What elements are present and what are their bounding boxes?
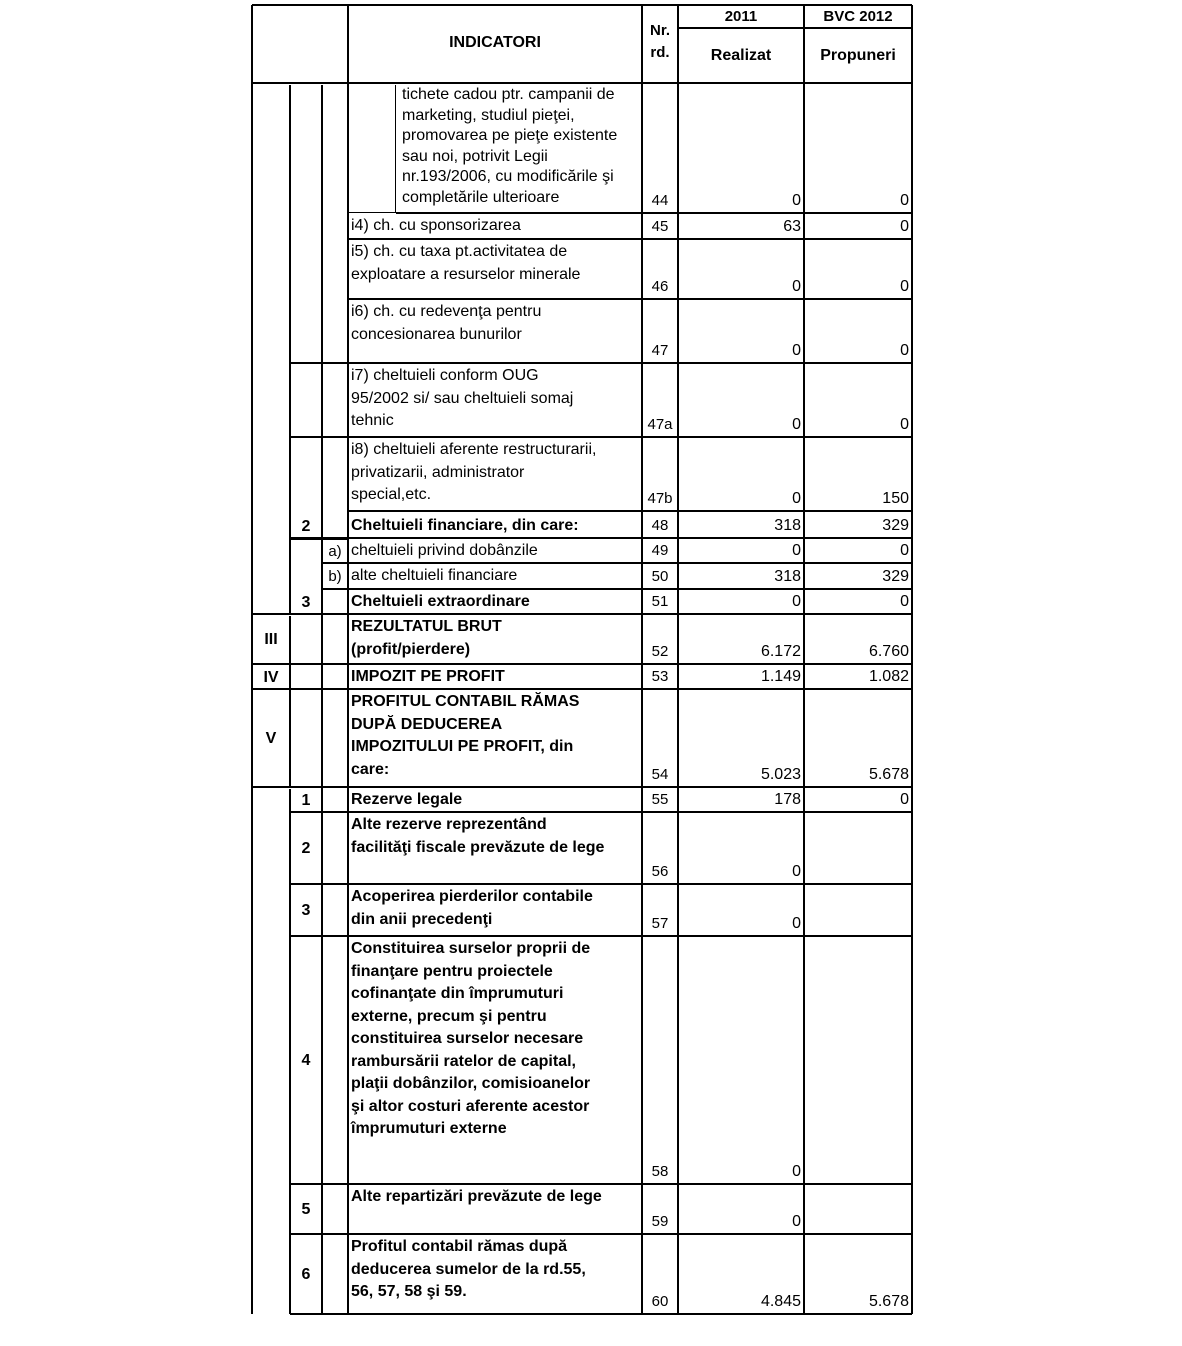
row-label-line: sau noi, potrivit Legii bbox=[402, 147, 548, 165]
row-label-line: (profit/pierdere) bbox=[351, 640, 471, 658]
section-number: 5 bbox=[301, 1201, 311, 1218]
row-number: 55 bbox=[651, 791, 669, 808]
row-label-line: REZULTATUL BRUT bbox=[351, 618, 502, 635]
propuneri-value: 329 bbox=[882, 568, 909, 585]
realizat-value: 0 bbox=[792, 542, 801, 559]
row-label-line: Alte repartizări prevăzute de lege bbox=[351, 1188, 602, 1205]
row-number: 51 bbox=[651, 593, 669, 610]
row-number: 49 bbox=[651, 542, 669, 559]
header-bottom-border bbox=[252, 82, 912, 84]
section-number: 4 bbox=[301, 1052, 311, 1069]
row-label-line: DUPĂ DEDUCEREA bbox=[351, 715, 503, 733]
subsection-letter: b) bbox=[328, 568, 342, 585]
row-label bbox=[348, 241, 642, 286]
row-label bbox=[348, 886, 642, 931]
section-number: 6 bbox=[301, 1266, 311, 1283]
propuneri-value: 0 bbox=[900, 593, 909, 610]
row-label-line: Profitul contabil rămas după bbox=[351, 1238, 568, 1255]
indicatori-header: INDICATORI bbox=[449, 34, 541, 51]
propuneri-value: 5.678 bbox=[868, 766, 909, 783]
propuneri-value: 6.760 bbox=[868, 643, 909, 660]
row-border bbox=[290, 362, 348, 364]
subsection-letter: a) bbox=[328, 543, 342, 560]
row-label-line: i7) cheltuieli conform OUG bbox=[351, 367, 539, 384]
nr-rd-header-line: Nr. bbox=[649, 22, 670, 39]
row-number: 47a bbox=[647, 416, 673, 433]
propuneri-value: 0 bbox=[900, 192, 909, 209]
row-label bbox=[348, 814, 642, 859]
propuneri-value: 0 bbox=[900, 416, 909, 433]
row-number: 48 bbox=[651, 517, 669, 534]
nr-rd-header-line: rd. bbox=[650, 44, 670, 61]
row-number: 46 bbox=[651, 278, 669, 295]
row-label bbox=[348, 515, 642, 538]
row-label bbox=[348, 666, 642, 689]
row-label-line: nr.193/2006, cu modificările şi bbox=[402, 168, 614, 185]
realizat-value: 318 bbox=[774, 568, 801, 585]
row-label-line: facilităţi fiscale prevăzute de lege bbox=[351, 838, 605, 856]
row-label-line: cofinanţate din împrumuturi bbox=[351, 985, 564, 1002]
propuneri-value: 329 bbox=[882, 517, 909, 534]
row-label-line: i5) ch. cu taxa pt.activitatea de bbox=[351, 243, 568, 260]
realizat-value: 1.149 bbox=[760, 668, 801, 685]
realizat-header: Realizat bbox=[710, 47, 772, 64]
row-number: 54 bbox=[651, 766, 669, 783]
realizat-value: 0 bbox=[792, 490, 801, 507]
row-label bbox=[348, 540, 642, 563]
realizat-value: 0 bbox=[792, 1213, 801, 1230]
row-label-line: plaţii dobânzilor, comisioanelor bbox=[351, 1075, 591, 1092]
realizat-value: 5.023 bbox=[760, 766, 801, 783]
row-label-line: Acoperirea pierderilor contabile bbox=[351, 888, 593, 905]
row-label-line: completările ulterioare bbox=[402, 188, 560, 206]
realizat-value: 0 bbox=[792, 915, 801, 932]
row-label-line: Cheltuieli financiare, din care: bbox=[351, 517, 579, 534]
row-label-line: din anii precedenţi bbox=[351, 910, 493, 928]
realizat-value: 0 bbox=[792, 278, 801, 295]
section-number: 1 bbox=[301, 792, 311, 809]
row-label bbox=[348, 365, 642, 433]
propuneri-header: Propuneri bbox=[820, 47, 896, 64]
realizat-value: 63 bbox=[783, 218, 801, 235]
realizat-value: 178 bbox=[774, 791, 801, 808]
row-label-line: Rezerve legale bbox=[351, 791, 463, 808]
section-number: 3 bbox=[301, 594, 311, 611]
propuneri-value: 5.678 bbox=[868, 1293, 909, 1310]
roman-numeral: III bbox=[264, 631, 278, 648]
row-label-line: tichete cadou ptr. campanii de bbox=[402, 86, 615, 103]
roman-numeral: IV bbox=[263, 669, 279, 686]
realizat-value: 0 bbox=[792, 593, 801, 610]
row-border bbox=[348, 212, 396, 213]
row-number: 59 bbox=[651, 1213, 669, 1230]
row-label-line: externe, precum şi pentru bbox=[351, 1007, 547, 1025]
row-label-line: i6) ch. cu redevenţa pentru bbox=[351, 303, 542, 320]
realizat-value: 0 bbox=[792, 863, 801, 880]
row-border bbox=[290, 1233, 912, 1235]
row-number: 44 bbox=[651, 192, 669, 209]
section-number: 2 bbox=[301, 518, 311, 535]
row-number: 56 bbox=[651, 863, 669, 880]
row-label bbox=[348, 938, 642, 1141]
row-label-line: concesionarea bunurilor bbox=[351, 325, 522, 343]
row-label-line: Alte rezerve reprezentând bbox=[351, 816, 547, 833]
row-label-line: i8) cheltuieli aferente restructurarii, bbox=[351, 441, 597, 458]
roman-numeral: V bbox=[265, 730, 277, 747]
row-label bbox=[348, 1236, 642, 1304]
propuneri-value: 0 bbox=[900, 791, 909, 808]
row-label-line: tehnic bbox=[351, 412, 394, 429]
row-label-line: i4) ch. cu sponsorizarea bbox=[351, 217, 521, 234]
row-label bbox=[396, 85, 642, 208]
row-border bbox=[322, 538, 348, 540]
table-left-border bbox=[251, 5, 253, 1314]
row-label-line: constituirea surselor necesare bbox=[351, 1030, 584, 1047]
year-2012-header: BVC 2012 bbox=[823, 8, 893, 25]
section-number: 3 bbox=[301, 902, 311, 919]
row-label bbox=[348, 616, 642, 661]
row-number: 50 bbox=[651, 568, 669, 585]
row-label-line: 95/2002 si/ sau cheltuieli somaj bbox=[351, 389, 574, 407]
row-border bbox=[290, 883, 912, 885]
propuneri-value: 1.082 bbox=[868, 668, 909, 685]
row-label bbox=[348, 215, 642, 238]
propuneri-value: 0 bbox=[900, 342, 909, 359]
row-label-line: împrumuturi externe bbox=[351, 1120, 507, 1137]
realizat-value: 4.845 bbox=[760, 1293, 801, 1310]
row-label-line: PROFITUL CONTABIL RĂMAS bbox=[351, 693, 580, 710]
row-number: 60 bbox=[651, 1293, 669, 1310]
row-label bbox=[348, 565, 642, 588]
propuneri-value: 150 bbox=[882, 490, 909, 507]
row-label-line: finanţare pentru proiectele bbox=[351, 962, 553, 980]
row-label-line: cheltuieli privind dobânzile bbox=[351, 542, 538, 559]
row-number: 52 bbox=[651, 643, 669, 660]
row-label-line: alte cheltuieli financiare bbox=[351, 567, 518, 584]
realizat-value: 0 bbox=[792, 1163, 801, 1180]
row-number: 58 bbox=[651, 1163, 669, 1180]
row-label-line: rambursării ratelor de capital, bbox=[351, 1052, 576, 1070]
section-number: 2 bbox=[301, 840, 311, 857]
sub-col-line bbox=[321, 85, 323, 1314]
propuneri-value: 0 bbox=[900, 278, 909, 295]
year-2011-header: 2011 bbox=[724, 8, 758, 25]
row-label bbox=[348, 301, 642, 346]
realizat-value: 0 bbox=[792, 192, 801, 209]
realizat-value: 0 bbox=[792, 342, 801, 359]
row-label-line: privatizarii, administrator bbox=[351, 463, 525, 481]
row-label-line: 56, 57, 58 şi 59. bbox=[351, 1283, 467, 1300]
row-label-line: deducerea sumelor de la rd.55, bbox=[351, 1260, 586, 1278]
propuneri-value: 0 bbox=[900, 218, 909, 235]
row-label-line: exploatare a resurselor minerale bbox=[351, 265, 581, 283]
row-label-line: special,etc. bbox=[351, 486, 432, 503]
row-label-line: şi altor costuri aferente acestor bbox=[351, 1097, 590, 1115]
nr-rd-header bbox=[642, 20, 678, 64]
row-border bbox=[290, 1183, 912, 1185]
row-border bbox=[290, 935, 912, 937]
propuneri-value: 0 bbox=[900, 542, 909, 559]
realizat-value: 6.172 bbox=[760, 643, 801, 660]
row-border bbox=[290, 436, 348, 438]
row-label bbox=[348, 439, 642, 507]
row-label-line: Constituirea surselor proprii de bbox=[351, 940, 591, 957]
row-number: 53 bbox=[651, 668, 669, 685]
row-label-line: Cheltuieli extraordinare bbox=[351, 593, 530, 610]
row-label bbox=[348, 1186, 642, 1209]
row-number: 45 bbox=[651, 218, 669, 235]
row-border bbox=[290, 538, 322, 540]
row-label bbox=[348, 691, 642, 781]
row-label bbox=[348, 789, 642, 812]
realizat-value: 0 bbox=[792, 416, 801, 433]
row-label-line: promovarea pe pieţe existente bbox=[402, 127, 618, 144]
row-label bbox=[348, 591, 642, 614]
row-number: 47b bbox=[647, 490, 673, 507]
row-label-line: care: bbox=[351, 760, 390, 778]
row-label-line: IMPOZITULUI PE PROFIT, din bbox=[351, 738, 574, 755]
row-number: 47 bbox=[651, 342, 669, 359]
realizat-value: 318 bbox=[774, 517, 801, 534]
row-label-line: marketing, studiul pieţei, bbox=[402, 106, 575, 124]
row-label-line: IMPOZIT PE PROFIT bbox=[351, 668, 505, 685]
row-number: 57 bbox=[651, 915, 669, 932]
